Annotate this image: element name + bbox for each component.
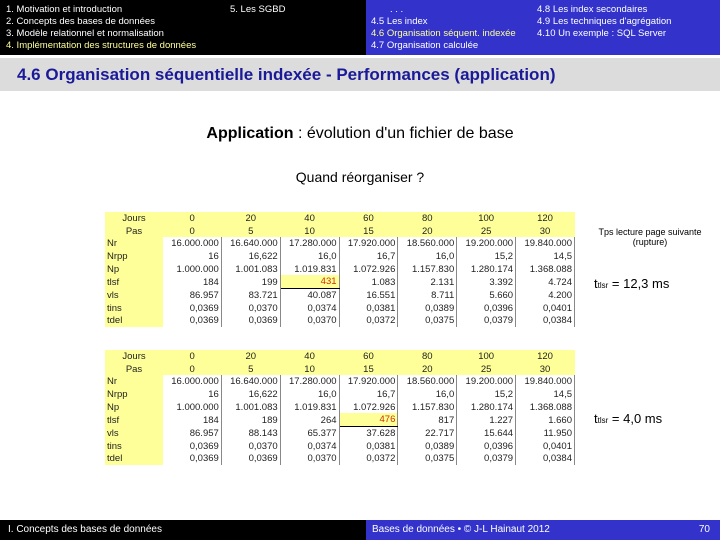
- tlsr-subscript: tlsr: [597, 281, 609, 290]
- tlsr-value-2: ttlsr = 4,0 ms: [594, 411, 663, 426]
- table-cell: 431: [280, 275, 339, 288]
- table-cell: 0,0369: [221, 315, 280, 328]
- table-cell: 86.957: [163, 427, 221, 440]
- outline-item[interactable]: 2. Concepts des bases de données: [6, 16, 155, 27]
- row-label: Nrpp: [105, 250, 163, 263]
- table-cell: 16,7: [339, 388, 398, 401]
- row-label: tlsf: [105, 275, 163, 288]
- table-row: [105, 250, 575, 263]
- table-cell: 0,0396: [457, 440, 516, 453]
- table-cell: 16,622: [221, 388, 280, 401]
- table-row: [105, 427, 575, 440]
- table-cell: 0,0381: [339, 440, 398, 453]
- outline-item[interactable]: 4.8 Les index secondaires: [537, 4, 648, 15]
- table-cell: 0,0384: [516, 315, 575, 328]
- row-label: tlsf: [105, 413, 163, 426]
- table-cell: 120: [516, 212, 575, 225]
- page-number: 70: [698, 524, 710, 535]
- row-label: Jours: [105, 212, 163, 225]
- row-label: Nrpp: [105, 388, 163, 401]
- table-cell: 1.083: [339, 275, 398, 288]
- table-cell: 16.640.000: [221, 237, 280, 250]
- row-label: Nr: [105, 375, 163, 388]
- row-label: Pas: [105, 363, 163, 376]
- table-cell: 10: [280, 363, 339, 376]
- section-outline: [366, 0, 720, 55]
- tlsr-subscript: tlsr: [597, 416, 609, 425]
- table-cell: 25: [457, 363, 516, 376]
- table-cell: 1.001.083: [221, 263, 280, 276]
- table-cell: 16.551: [339, 289, 398, 302]
- table-cell: 20: [398, 225, 457, 238]
- table-cell: 0,0375: [398, 315, 457, 328]
- table-cell: 15: [339, 225, 398, 238]
- table-cell: 15,2: [457, 250, 516, 263]
- table-cell: 4.724: [516, 275, 575, 288]
- table-cell: 4.200: [516, 289, 575, 302]
- question: Quand réorganiser ?: [295, 169, 425, 185]
- row-label: tins: [105, 302, 163, 315]
- table-cell: 5: [221, 225, 280, 238]
- table-cell: 16,0: [280, 388, 339, 401]
- table-row: [105, 440, 575, 453]
- table-cell: 8.711: [398, 289, 457, 302]
- table-cell: 1.157.830: [398, 401, 457, 414]
- table-cell: 37.628: [339, 427, 398, 440]
- table-cell: 16.000.000: [163, 375, 221, 388]
- outline-item[interactable]: 4.5 Les index: [371, 16, 428, 27]
- table-cell: 65.377: [280, 427, 339, 440]
- table-cell: 0,0372: [339, 453, 398, 466]
- table-cell: 30: [516, 225, 575, 238]
- row-label: vls: [105, 289, 163, 302]
- tlsr-value-1: ttlsr = 12,3 ms: [594, 276, 670, 291]
- table-cell: 1.019.831: [280, 401, 339, 414]
- table-cell: 22.717: [398, 427, 457, 440]
- table-cell: 40: [280, 212, 339, 225]
- table-cell: 19.200.000: [457, 237, 516, 250]
- table-cell: 1.019.831: [280, 263, 339, 276]
- table-cell: 14,5: [516, 250, 575, 263]
- table-cell: 16.000.000: [163, 237, 221, 250]
- table-row: [105, 413, 575, 426]
- table-cell: 1.157.830: [398, 263, 457, 276]
- table-cell: 0,0370: [221, 302, 280, 315]
- performance-table-2: [105, 350, 575, 465]
- table-cell: 0,0370: [221, 440, 280, 453]
- table-cell: 17.920.000: [339, 237, 398, 250]
- table-row: [105, 212, 575, 225]
- table-cell: 0,0374: [280, 302, 339, 315]
- table-cell: 25: [457, 225, 516, 238]
- table-cell: 17.280.000: [280, 237, 339, 250]
- table-cell: 15,2: [457, 388, 516, 401]
- outline-item[interactable]: 1. Motivation et introduction: [6, 4, 123, 15]
- outline-item: . . .: [390, 4, 404, 15]
- table-cell: 20: [221, 212, 280, 225]
- footer-chapter: I. Concepts des bases de données: [0, 520, 366, 540]
- row-label: Pas: [105, 225, 163, 238]
- table-row: [105, 315, 575, 328]
- table-cell: 0,0374: [280, 440, 339, 453]
- course-outline: [0, 0, 366, 55]
- table-cell: 184: [163, 275, 221, 288]
- row-label: vls: [105, 427, 163, 440]
- table-cell: 264: [280, 413, 339, 426]
- table-cell: 1.368.088: [516, 401, 575, 414]
- table-cell: 16: [163, 250, 221, 263]
- table-cell: 184: [163, 413, 221, 426]
- table-cell: 60: [339, 350, 398, 363]
- table-cell: 5: [221, 363, 280, 376]
- table-cell: 0,0401: [516, 440, 575, 453]
- table-row: [105, 302, 575, 315]
- table-cell: 88.143: [221, 427, 280, 440]
- table-cell: 100: [457, 350, 516, 363]
- row-label: Np: [105, 263, 163, 276]
- table-cell: 18.560.000: [398, 237, 457, 250]
- table-cell: 80: [398, 212, 457, 225]
- table-cell: 0: [163, 225, 221, 238]
- table-cell: 0,0369: [163, 315, 221, 328]
- table-cell: 16.640.000: [221, 375, 280, 388]
- table-cell: 1.227: [457, 413, 516, 426]
- table-cell: 17.920.000: [339, 375, 398, 388]
- table-cell: 16,0: [398, 250, 457, 263]
- table-cell: 83.721: [221, 289, 280, 302]
- table-cell: 14,5: [516, 388, 575, 401]
- table-cell: 40: [280, 350, 339, 363]
- table-cell: 1.660: [516, 413, 575, 426]
- table-cell: 0,0375: [398, 453, 457, 466]
- table-cell: 0,0389: [398, 302, 457, 315]
- table-row: [105, 350, 575, 363]
- table-cell: 15.644: [457, 427, 516, 440]
- row-label: tdel: [105, 315, 163, 328]
- table-cell: 1.280.174: [457, 401, 516, 414]
- table-cell: 1.280.174: [457, 263, 516, 276]
- table-cell: 2.131: [398, 275, 457, 288]
- table-cell: 0,0369: [221, 453, 280, 466]
- table-row: [105, 275, 575, 288]
- table-row: [105, 388, 575, 401]
- table-cell: 817: [398, 413, 457, 426]
- table-cell: 0,0401: [516, 302, 575, 315]
- table-row: [105, 263, 575, 276]
- table-cell: 0: [163, 350, 221, 363]
- row-label: Np: [105, 401, 163, 414]
- table-cell: 476: [339, 413, 398, 426]
- row-label: tdel: [105, 453, 163, 466]
- table-cell: 199: [221, 275, 280, 288]
- outline-item[interactable]: 4.7 Organisation calculée: [371, 40, 479, 51]
- table-cell: 20: [398, 363, 457, 376]
- table-cell: 18.560.000: [398, 375, 457, 388]
- table-cell: 100: [457, 212, 516, 225]
- outline-item[interactable]: 4.10 Un exemple : SQL Server: [537, 28, 667, 39]
- table-cell: 30: [516, 363, 575, 376]
- table-row: [105, 363, 575, 376]
- table-cell: 11.950: [516, 427, 575, 440]
- table-cell: 0: [163, 363, 221, 376]
- table-cell: 0,0369: [163, 302, 221, 315]
- outline-item-current[interactable]: 4.6 Organisation séquent. indexée: [371, 28, 516, 39]
- table-cell: 0,0372: [339, 315, 398, 328]
- table-row: [105, 375, 575, 388]
- table-cell: 1.000.000: [163, 401, 221, 414]
- subtitle-bold: Application: [206, 125, 294, 142]
- table-cell: 0: [163, 212, 221, 225]
- table-row: [105, 237, 575, 250]
- table-row: [105, 401, 575, 414]
- table-cell: 0,0389: [398, 440, 457, 453]
- slide-title: 4.6 Organisation séquentielle indexée - Performances (application): [0, 58, 720, 91]
- table-cell: 5.660: [457, 289, 516, 302]
- subtitle: [0, 125, 720, 143]
- table-cell: 40.087: [280, 289, 339, 302]
- table-cell: 86.957: [163, 289, 221, 302]
- table-cell: 19.840.000: [516, 237, 575, 250]
- table-cell: 0,0384: [516, 453, 575, 466]
- table-cell: 20: [221, 350, 280, 363]
- outline-item[interactable]: 3. Modèle relationnel et normalisation: [6, 28, 164, 39]
- row-label: Jours: [105, 350, 163, 363]
- table-cell: 60: [339, 212, 398, 225]
- table-cell: 0,0370: [280, 315, 339, 328]
- table-cell: 10: [280, 225, 339, 238]
- outline-item[interactable]: 5. Les SGBD: [230, 4, 286, 15]
- footer-copyright: Bases de données • © J-L Hainaut 2012: [372, 524, 550, 535]
- outline-item[interactable]: 4.9 Les techniques d'agrégation: [537, 16, 672, 27]
- note-text: Tps lecture page suivante (rupture): [598, 227, 702, 247]
- table-cell: 16,0: [398, 388, 457, 401]
- table-cell: 0,0369: [163, 440, 221, 453]
- table-cell: 16,0: [280, 250, 339, 263]
- table-cell: 120: [516, 350, 575, 363]
- table-cell: 0,0396: [457, 302, 516, 315]
- table-cell: 0,0369: [163, 453, 221, 466]
- table-row: [105, 289, 575, 302]
- table-cell: 1.368.088: [516, 263, 575, 276]
- table-cell: 0,0381: [339, 302, 398, 315]
- performance-table-1: [105, 212, 575, 327]
- table-cell: 16,622: [221, 250, 280, 263]
- table-cell: 19.840.000: [516, 375, 575, 388]
- table-cell: 3.392: [457, 275, 516, 288]
- row-label: tins: [105, 440, 163, 453]
- table-cell: 1.072.926: [339, 401, 398, 414]
- tlsr-text: = 4,0 ms: [608, 411, 663, 426]
- outline-item-current[interactable]: 4. Implémentation des structures de données: [6, 40, 197, 51]
- table-cell: 1.001.083: [221, 401, 280, 414]
- table-cell: 0,0370: [280, 453, 339, 466]
- tlsr-text: = 12,3 ms: [608, 276, 670, 291]
- table-cell: 1.000.000: [163, 263, 221, 276]
- table-row: [105, 453, 575, 466]
- table-cell: 0,0379: [457, 453, 516, 466]
- table-cell: 1.072.926: [339, 263, 398, 276]
- table-cell: 16: [163, 388, 221, 401]
- table-cell: 17.280.000: [280, 375, 339, 388]
- row-label: Nr: [105, 237, 163, 250]
- table-cell: 80: [398, 350, 457, 363]
- table-cell: 15: [339, 363, 398, 376]
- table-cell: 189: [221, 413, 280, 426]
- subtitle-rest: : évolution d'un fichier de base: [293, 125, 514, 142]
- table-cell: 19.200.000: [457, 375, 516, 388]
- table-cell: 0,0379: [457, 315, 516, 328]
- table-row: [105, 225, 575, 238]
- table-cell: 16,7: [339, 250, 398, 263]
- footer-bar: [366, 520, 720, 540]
